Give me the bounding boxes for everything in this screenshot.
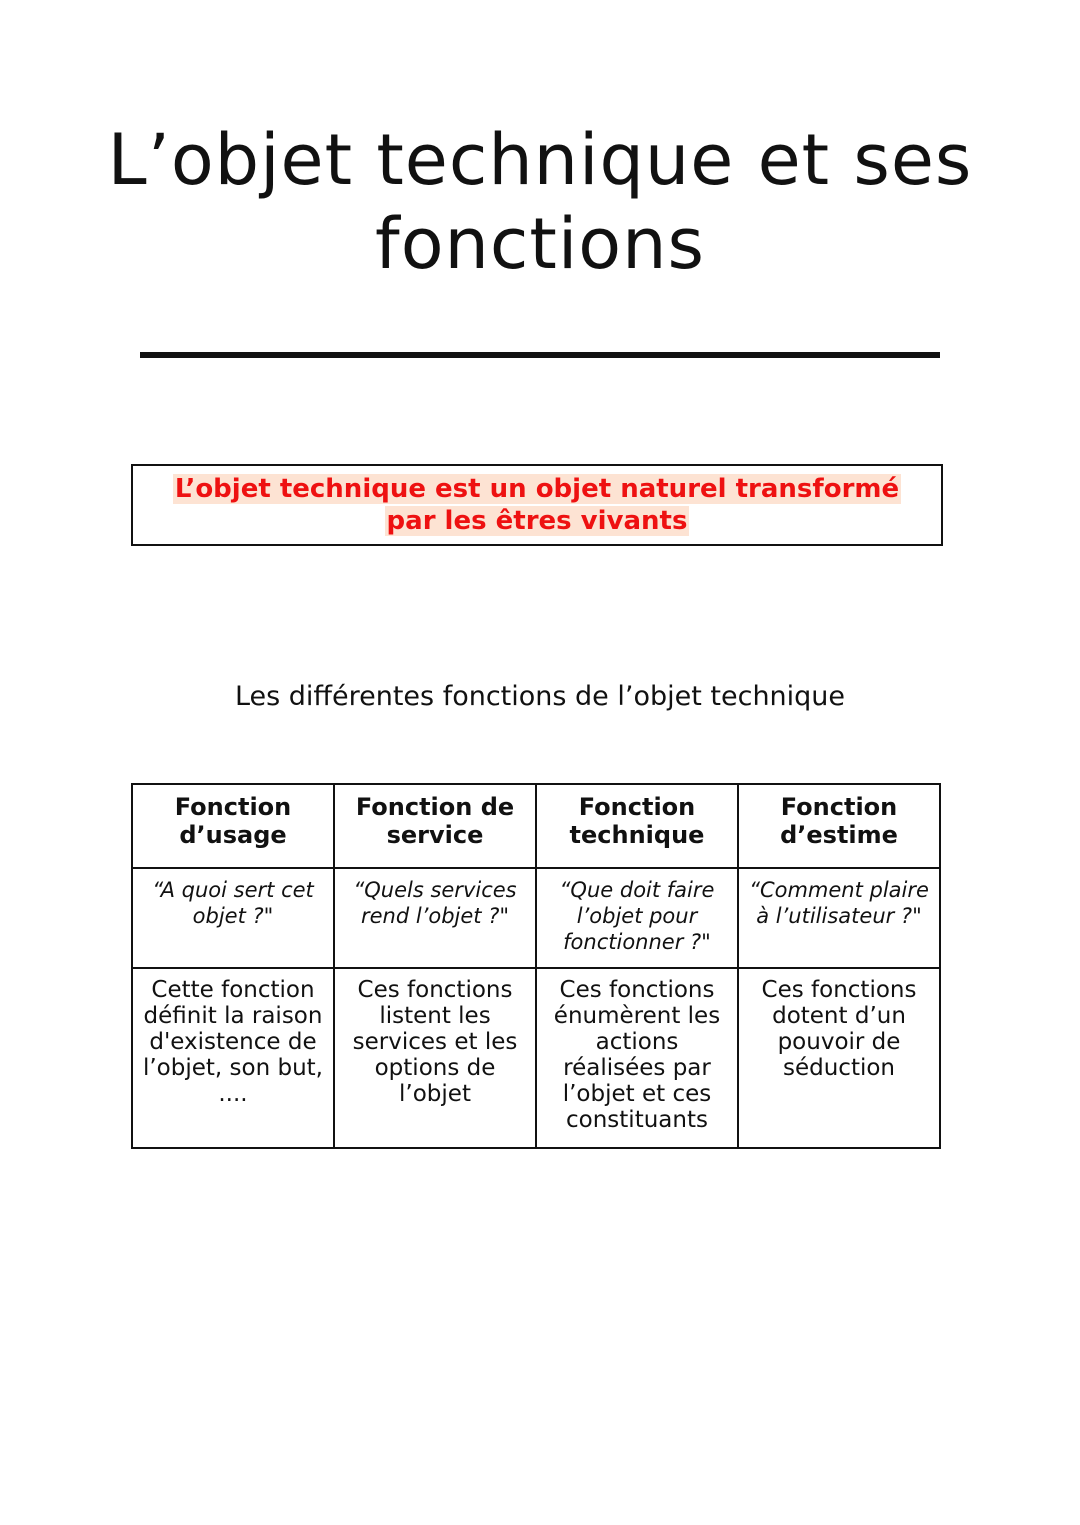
header-fonction-usage-line1: Fonction	[174, 793, 292, 821]
question-cell-technique: “Que doit faire l’objet pour fonctionner ?"	[536, 868, 738, 968]
header-fonction-service-line2: service	[386, 821, 484, 849]
description-cell-estime: Ces fonctions dotent d’un pouvoir de séduction	[738, 968, 940, 1148]
description-cell-usage: Cette fonction définit la raison d'existence de l’objet, son but, ....	[132, 968, 334, 1148]
description-cell-technique: Ces fonctions énumèrent les actions réalisées par l’objet et ces constituants	[536, 968, 738, 1148]
table-row-questions	[132, 868, 940, 968]
header-fonction-technique	[536, 784, 738, 868]
definition-text	[173, 473, 901, 537]
page-title-line2: fonctions	[375, 203, 705, 285]
header-fonction-estime-line1: Fonction	[780, 793, 898, 821]
page-title	[0, 118, 1080, 286]
table-row-descriptions	[132, 968, 940, 1148]
question-cell-usage: “A quoi sert cet objet ?"	[132, 868, 334, 968]
header-fonction-service-line1: Fonction de	[355, 793, 515, 821]
header-fonction-service	[334, 784, 536, 868]
title-underline-divider	[140, 352, 940, 358]
header-fonction-estime-line2: d’estime	[780, 821, 898, 849]
description-cell-service: Ces fonctions listent les services et les options de l’objet	[334, 968, 536, 1148]
header-fonction-usage	[132, 784, 334, 868]
functions-table	[131, 783, 941, 1149]
page-title-line1: L’objet technique et ses	[107, 119, 973, 201]
definition-box	[131, 464, 943, 546]
definition-line2: par les êtres vivants	[386, 506, 688, 536]
header-fonction-technique-line1: Fonction	[578, 793, 696, 821]
question-cell-estime: “Comment plaire à l’utilisateur ?"	[738, 868, 940, 968]
header-fonction-estime	[738, 784, 940, 868]
section-title: Les différentes fonctions de l’objet technique	[234, 681, 846, 712]
definition-line1: L’objet technique est un objet naturel transformé	[174, 474, 900, 504]
question-cell-service: “Quels services rend l’objet ?"	[334, 868, 536, 968]
header-fonction-usage-line2: d’usage	[179, 821, 287, 849]
header-fonction-technique-line2: technique	[569, 821, 705, 849]
table-header-row	[132, 784, 940, 868]
